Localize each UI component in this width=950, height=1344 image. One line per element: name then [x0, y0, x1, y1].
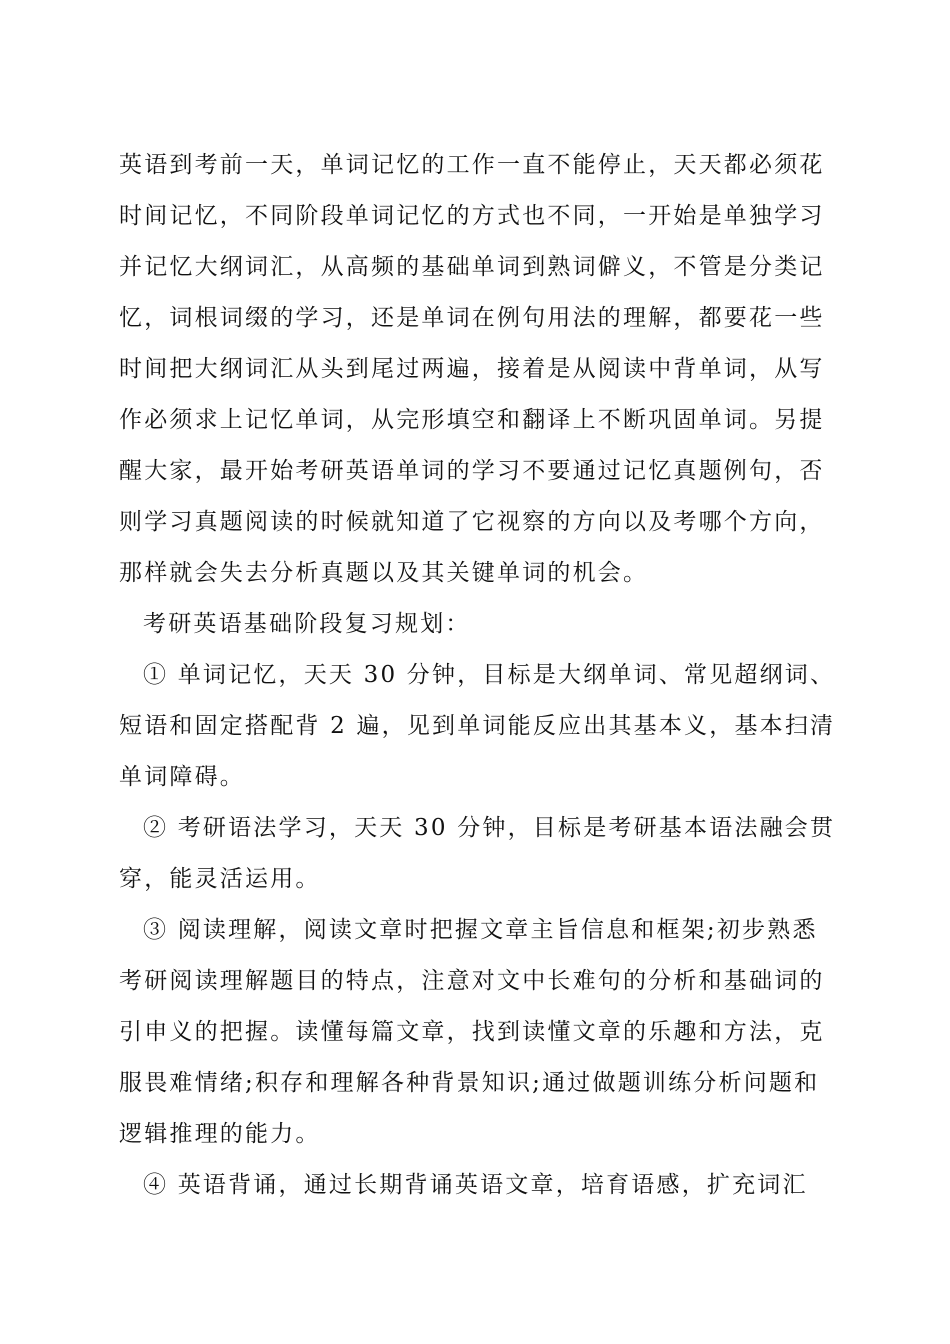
text-line: 则学习真题阅读的时候就知道了它视察的方向以及考哪个方向，: [119, 509, 825, 535]
text-line: 英语到考前一天，单词记忆的工作一直不能停止，天天都必须花: [119, 152, 825, 178]
list-item-line: ① 单词记忆，天天 30 分钟，目标是大纲单词、常见超纲词、: [143, 662, 836, 688]
text-line: 时间记忆，不同阶段单词记忆的方式也不同，一开始是单独学习: [119, 203, 825, 229]
list-item-line: 短语和固定搭配背 2 遍，见到单词能反应出其基本义，基本扫清: [119, 713, 836, 739]
paragraph-intro: [119, 150, 839, 609]
paragraph-plan-heading: [119, 609, 839, 660]
list-item-line: 逻辑推理的能力。: [119, 1121, 321, 1147]
paragraph-item-3: [119, 915, 839, 1170]
text-line: 作必须求上记忆单词，从完形填空和翻译上不断巩固单词。另提: [119, 407, 825, 433]
section-heading: 考研英语基础阶段复习规划：: [143, 611, 471, 637]
text-line: 并记忆大纲词汇，从高频的基础单词到熟词僻义，不管是分类记: [119, 254, 825, 280]
list-item-line: 考研阅读理解题目的特点，注意对文中长难句的分析和基础词的: [119, 968, 825, 994]
paragraph-item-1: [119, 660, 839, 813]
paragraph-item-2: [119, 813, 839, 915]
list-item-line: ② 考研语法学习，天天 30 分钟，目标是考研基本语法融会贯: [143, 815, 836, 841]
text-line: 时间把大纲词汇从头到尾过两遍，接着是从阅读中背单词，从写: [119, 356, 825, 382]
list-item-line: 穿，能灵活运用。: [119, 866, 321, 892]
list-item-line: 引申义的把握。读懂每篇文章，找到读懂文章的乐趣和方法，克: [119, 1019, 825, 1045]
text-line: 醒大家，最开始考研英语单词的学习不要通过记忆真题例句，否: [119, 458, 825, 484]
document-body: [119, 150, 839, 1221]
text-line: 那样就会失去分析真题以及其关键单词的机会。: [119, 560, 649, 586]
list-item-line: 服畏难情绪;积存和理解各种背景知识;通过做题训练分析问题和: [119, 1070, 820, 1096]
text-line: 忆，词根词缀的学习，还是单词在例句用法的理解，都要花一些: [119, 305, 825, 331]
list-item-line: ④ 英语背诵，通过长期背诵英语文章，培育语感，扩充词汇: [143, 1172, 808, 1198]
list-item-line: ③ 阅读理解，阅读文章时把握文章主旨信息和框架;初步熟悉: [143, 917, 818, 943]
paragraph-item-4: [119, 1170, 839, 1221]
list-item-line: 单词障碍。: [119, 764, 245, 790]
